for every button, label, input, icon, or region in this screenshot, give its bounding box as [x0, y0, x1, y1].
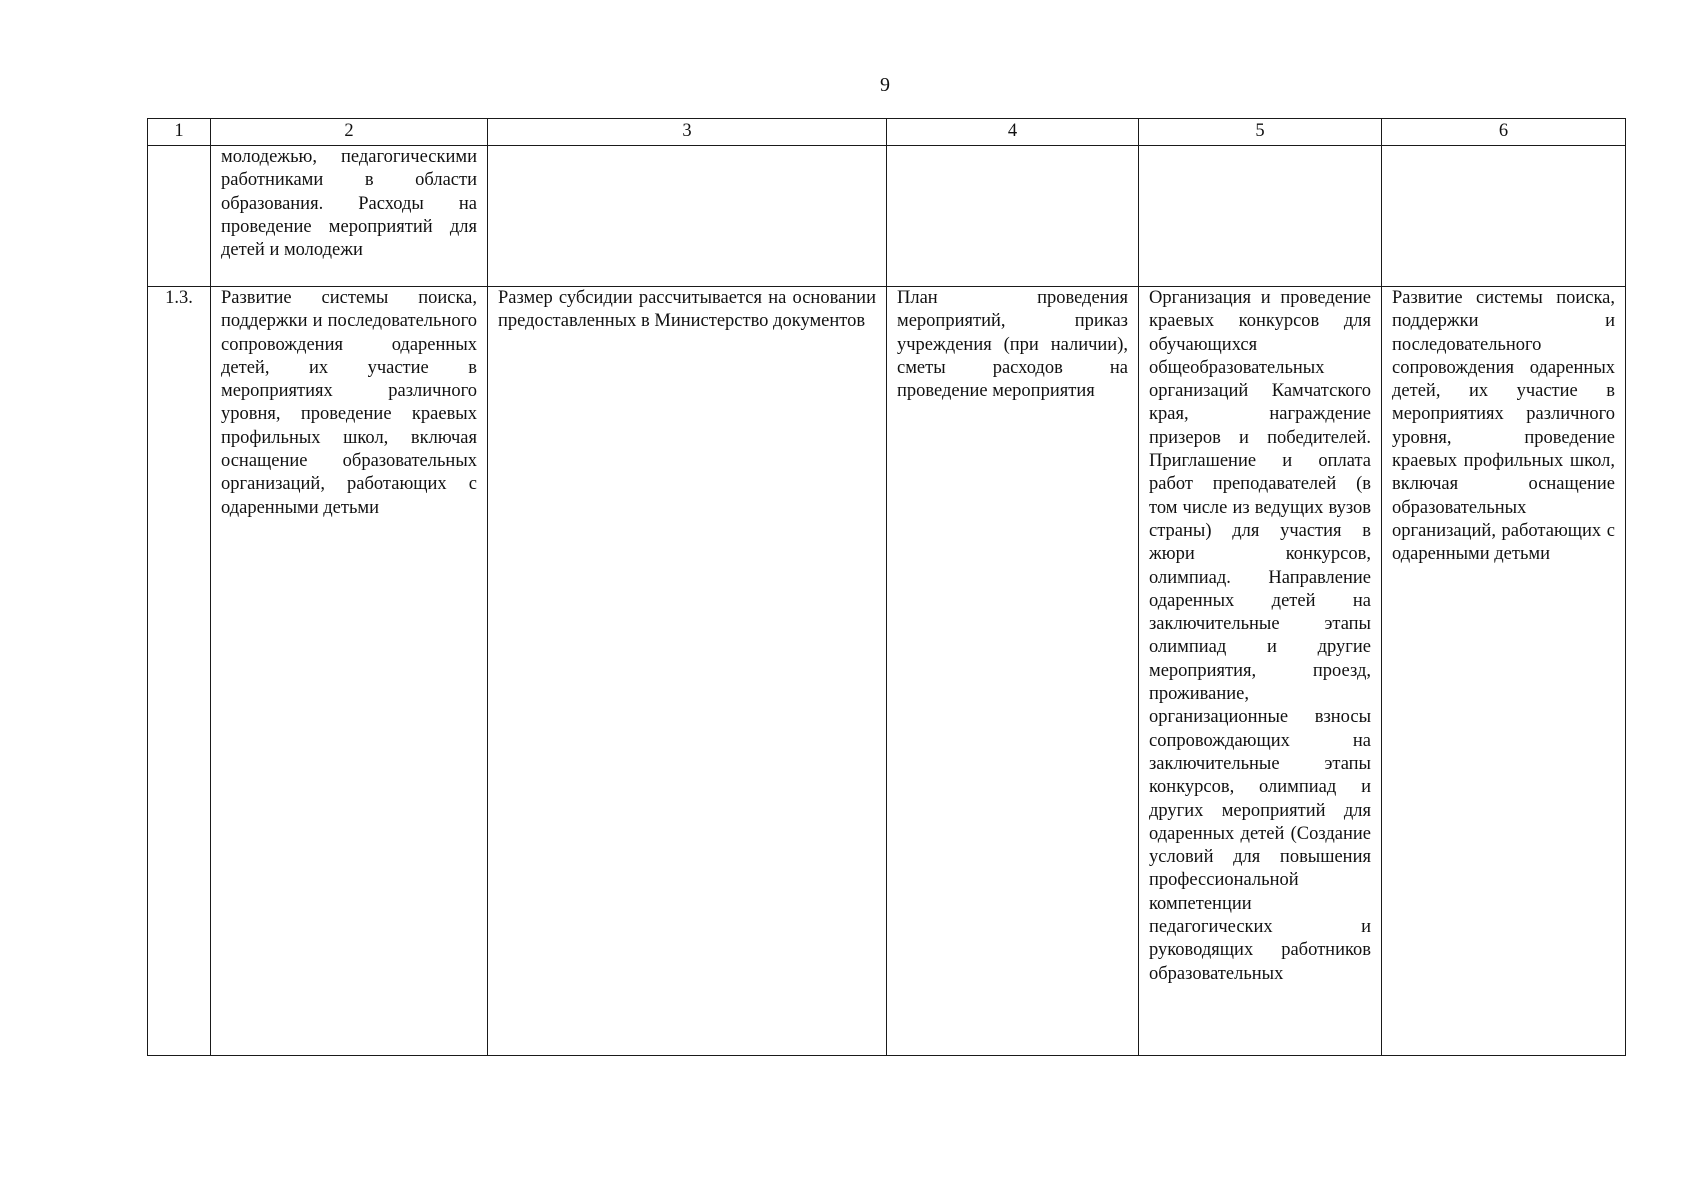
documents-cell: [887, 146, 1139, 287]
table-row-continuation: [148, 146, 1626, 287]
header-cell-3: 3: [488, 119, 887, 146]
subsidy-calculation-cell: Размер субсидии рассчитывается на основании предоставленных в Министерство документов: [488, 287, 887, 1056]
page-number: 9: [880, 74, 890, 96]
subsidy-calculation-cell: [488, 146, 887, 287]
event-description-cell: молодежью, педагогическими работниками в области образования. Расходы на проведение мероприятий для детей и молодежи: [211, 146, 488, 287]
documents-cell: План проведения мероприятий, приказ учреждения (при наличии), сметы расходов на проведение мероприятия: [887, 287, 1139, 1056]
header-cell-2: 2: [211, 119, 488, 146]
row-number-cell: 1.3.: [148, 287, 211, 1056]
row-number-cell: [148, 146, 211, 287]
activities-cell: Организация и проведение краевых конкурсов для обучающихся общеобразовательных организаций Камчатского края, награждение призеров и победителей. Приглашение и оплата работ преподавателей (в том числе из ведущих вузов страны) для участия в жюри конкурсов, олимпиад. Направление одаренных детей на заключительные этапы олимпиад и другие мероприятия, проезд, проживание, организационные взносы сопровождающих на заключительные этапы конкурсов, олимпиад и других мероприятий для одаренных детей (Создание условий для повышения профессиональной компетенции педагогических и руководящих работников образовательных: [1139, 287, 1382, 1056]
header-cell-4: 4: [887, 119, 1139, 146]
result-cell: Развитие системы поиска, поддержки и последовательного сопровождения одаренных детей, их участие в мероприятиях различного уровня, проведение краевых профильных школ, включая оснащение образовательных организаций, работающих с одаренными детьми: [1382, 287, 1626, 1056]
table-row-1-3: [148, 287, 1626, 1056]
header-cell-1: 1: [148, 119, 211, 146]
table-header-row: [148, 119, 1626, 146]
measures-table: [147, 118, 1626, 1056]
activities-cell: [1139, 146, 1382, 287]
event-description-cell: Развитие системы поиска, поддержки и последовательного сопровождения одаренных детей, их участие в мероприятиях различного уровня, проведение краевых профильных школ, включая оснащение образовательных организаций, работающих с одаренными детьми: [211, 287, 488, 1056]
header-cell-5: 5: [1139, 119, 1382, 146]
header-cell-6: 6: [1382, 119, 1626, 146]
result-cell: [1382, 146, 1626, 287]
